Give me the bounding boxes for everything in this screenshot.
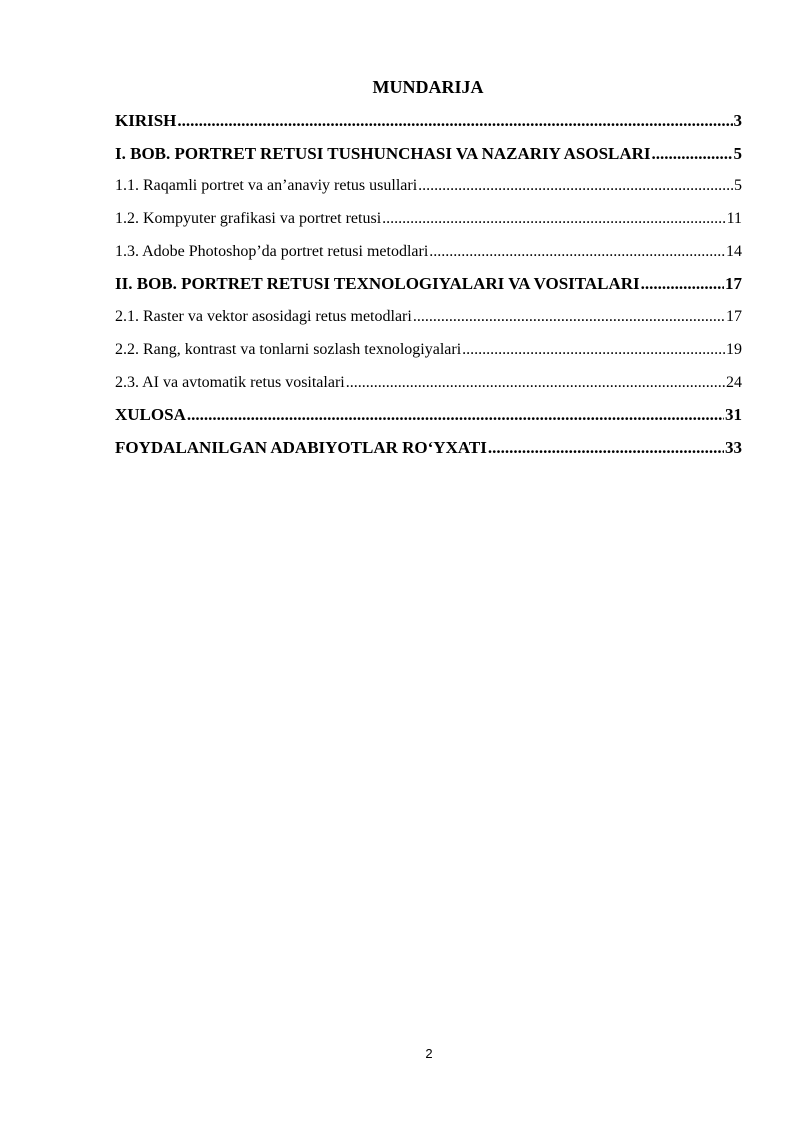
- page-number: 2: [425, 1046, 433, 1061]
- toc-entry-text: 1.2. Kompyuter grafikasi va portret retusi: [115, 210, 382, 228]
- toc-entry[interactable]: [115, 304, 742, 337]
- toc-entry[interactable]: [115, 402, 742, 435]
- toc-entry-text: 2.2. Rang, kontrast va tonlarni sozlash texnologiyalari: [115, 340, 462, 358]
- toc-dot-leader: [187, 402, 724, 428]
- toc-entry-page: 31: [725, 405, 742, 425]
- table-of-contents: [115, 108, 742, 468]
- toc-dot-leader: [652, 141, 733, 167]
- toc-entry[interactable]: [115, 435, 742, 468]
- toc-entry-text: 1.3. Adobe Photoshop’da portret retusi metodlari: [115, 242, 429, 260]
- toc-dot-leader: [346, 370, 725, 396]
- toc-entry[interactable]: [115, 173, 742, 206]
- toc-entry-page: 17: [725, 274, 742, 294]
- toc-entry-page: 11: [726, 210, 742, 228]
- toc-dot-leader: [641, 271, 724, 297]
- toc-entry-page: 24: [726, 373, 742, 391]
- toc-dot-leader: [488, 435, 724, 461]
- toc-entry-page: 5: [733, 143, 742, 163]
- toc-entry[interactable]: [115, 271, 742, 304]
- toc-dot-leader: [418, 173, 733, 199]
- toc-entry-text: 2.1. Raster va vektor asosidagi retus metodlari: [115, 308, 412, 326]
- toc-entry-text: I. BOB. PORTRET RETUSI TUSHUNCHASI VA NAZARIY ASOSLARI: [115, 143, 651, 163]
- toc-entry-text: 2.3. AI va avtomatik retus vositalari: [115, 373, 345, 391]
- toc-dot-leader: [382, 206, 725, 232]
- toc-entry[interactable]: [115, 141, 742, 174]
- toc-entry-text: 1.1. Raqamli portret va an’anaviy retus usullari: [115, 177, 418, 195]
- toc-title: MUNDARIJA: [372, 77, 484, 97]
- toc-entry-page: 19: [726, 340, 742, 358]
- toc-entry-text: XULOSA: [115, 405, 186, 425]
- toc-dot-leader: [177, 108, 732, 134]
- toc-entry-page: 14: [726, 242, 742, 260]
- toc-entry[interactable]: [115, 108, 742, 141]
- toc-entry[interactable]: [115, 239, 742, 272]
- toc-dot-leader: [462, 337, 725, 363]
- toc-entry-text: KIRISH: [115, 111, 177, 130]
- toc-entry-page: 17: [726, 308, 742, 326]
- toc-entry-page: 3: [733, 111, 742, 130]
- toc-entry[interactable]: [115, 337, 742, 370]
- toc-dot-leader: [429, 239, 725, 265]
- toc-entry-text: FOYDALANILGAN ADABIYOTLAR RO‘YXATI: [115, 437, 487, 457]
- toc-dot-leader: [413, 304, 725, 330]
- toc-entry-page: 33: [725, 437, 742, 457]
- toc-entry-text: II. BOB. PORTRET RETUSI TEXNOLOGIYALARI VA VOSITALARI: [115, 274, 640, 294]
- toc-entry-page: 5: [734, 177, 742, 195]
- toc-entry[interactable]: [115, 206, 742, 239]
- toc-entry[interactable]: [115, 370, 742, 403]
